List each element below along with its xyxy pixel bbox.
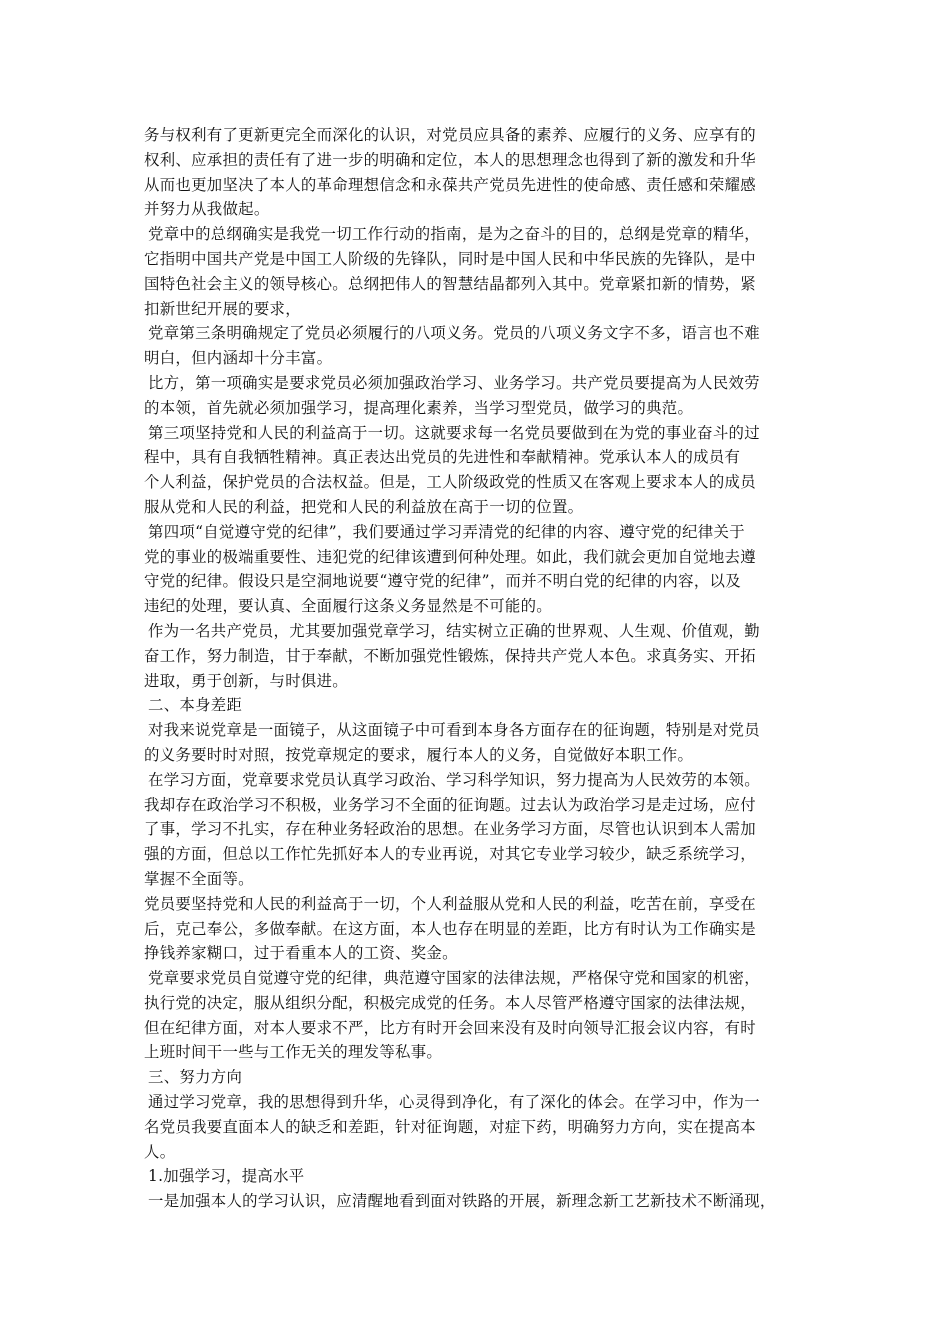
text-line: 上班时间干一些与工作无关的理发等私事。	[144, 1043, 443, 1062]
section-heading: 三、努力方向	[148, 1068, 243, 1087]
subsection-heading: 1.加强学习，提高水平	[148, 1167, 305, 1186]
text-line: 党章要求党员自觉遵守党的纪律，典范遵守国家的法律法规，严格保守党和国家的机密，	[148, 969, 760, 988]
text-line: 的本领，首先就必须加强学习，提高理化素养，当学习型党员，做学习的典范。	[144, 398, 694, 417]
text-line: 掌握不全面等。	[144, 869, 254, 888]
text-line: 了事，学习不扎实，存在种业务轻政治的思想。在业务学习方面，尽管也认识到本人需加	[144, 820, 756, 839]
text-line: 进取，勇于创新，与时俱进。	[144, 671, 348, 690]
text-line: 它指明中国共产党是中国工人阶级的先锋队，同时是中国人民和中华民族的先锋队，是中	[144, 249, 756, 268]
text-line: 一是加强本人的学习认识，应清醒地看到面对铁路的开展，新理念新工艺新技术不断涌现，	[148, 1192, 776, 1211]
text-line: 对我来说党章是一面镜子，从这面镜子中可看到本身各方面存在的征询题，特别是对党员	[148, 721, 760, 740]
text-line: 违纪的处理，要认真、全面履行这条义务显然是不可能的。	[144, 597, 552, 616]
document-body	[144, 123, 820, 1214]
text-line: 务与权利有了更新更完全而深化的认识，对党员应具备的素养、应履行的义务、应享有的	[144, 126, 756, 144]
section-heading: 二、本身差距	[148, 696, 243, 715]
text-line: 党章中的总纲确实是我党一切工作行动的指南，是为之奋斗的目的，总纲是党章的精华，	[148, 225, 760, 244]
text-line: 我却存在政治学习不积极，业务学习不全面的征询题。过去认为政治学习是走过场，应付	[144, 795, 756, 814]
text-line: 守党的纪律。假设只是空洞地说要“遵守党的纪律”，而并不明白党的纪律的内容，以及	[144, 572, 741, 591]
text-line: 个人利益，保护党员的合法权益。但是，工人阶级政党的性质又在客观上要求本人的成员	[144, 473, 756, 492]
text-line: 第三项坚持党和人民的利益高于一切。这就要求每一名党员要做到在为党的事业奋斗的过	[148, 423, 760, 442]
text-line: 程中，具有自我牺牲精神。真正表达出党员的先进性和奉献精神。党承认本人的成员有	[144, 448, 741, 467]
text-line: 并努力从我做起。	[144, 200, 270, 219]
text-line: 权利、应承担的责任有了进一步的明确和定位，本人的思想理念也得到了新的激发和升华	[144, 150, 756, 169]
text-line: 名党员我要直面本人的缺乏和差距，针对征询题，对症下药，明确努力方向，实在提高本	[144, 1117, 756, 1136]
text-line: 扣新世纪开展的要求，	[144, 299, 301, 318]
text-line: 党章第三条明确规定了党员必须履行的八项义务。党员的八项义务文字不多，语言也不难	[148, 324, 760, 343]
text-line: 挣钱养家糊口，过于看重本人的工资、奖金。	[144, 944, 458, 963]
text-line: 明白，但内涵却十分丰富。	[144, 349, 333, 368]
text-line: 的义务要时时对照，按党章规定的要求，履行本人的义务，自觉做好本职工作。	[144, 745, 694, 764]
text-line: 比方，第一项确实是要求党员必须加强政治学习、业务学习。共产党员要提高为人民效劳	[148, 373, 760, 392]
text-line: 执行党的决定，服从组织分配，积极完成党的任务。本人尽管严格遵守国家的法律法规，	[144, 993, 756, 1012]
text-line: 党员要坚持党和人民的利益高于一切，个人利益服从党和人民的利益，吃苦在前，享受在	[144, 894, 756, 913]
text-line: 从而也更加坚决了本人的革命理想信念和永葆共产党员先进性的使命感、责任感和荣耀感	[144, 175, 756, 194]
text-line: 国特色社会主义的领导核心。总纲把伟人的智慧结晶都列入其中。党章紧扣新的情势，紧	[144, 274, 756, 293]
text-line: 作为一名共产党员，尤其要加强党章学习，结实树立正确的世界观、人生观、价值观，勤	[148, 621, 760, 640]
text-line: 服从党和人民的利益，把党和人民的利益放在高于一切的位置。	[144, 497, 584, 516]
text-line: 奋工作，努力制造，甘于奉献，不断加强党性锻炼，保持共产党人本色。求真务实、开拓	[144, 646, 756, 665]
text-line: 通过学习党章，我的思想得到升华，心灵得到净化，有了深化的体会。在学习中，作为一	[148, 1093, 760, 1112]
text-line: 强的方面，但总以工作忙先抓好本人的专业再说，对其它专业学习较少，缺乏系统学习，	[144, 845, 756, 864]
text-line: 在学习方面，党章要求党员认真学习政治、学习科学知识，努力提高为人民效劳的本领。	[148, 770, 760, 789]
text-line: 人。	[144, 1142, 176, 1161]
text-line: 党的事业的极端重要性、违犯党的纪律该遭到何种处理。如此，我们就会更加自觉地去遵	[144, 547, 756, 566]
text-line: 第四项“自觉遵守党的纪律”，我们要通过学习弄清党的纪律的内容、遵守党的纪律关于	[148, 522, 745, 541]
text-line: 但在纪律方面，对本人要求不严，比方有时开会回来没有及时向领导汇报会议内容，有时	[144, 1018, 756, 1037]
text-line: 后，克己奉公，多做奉献。在这方面，本人也存在明显的差距，比方有时认为工作确实是	[144, 919, 756, 938]
